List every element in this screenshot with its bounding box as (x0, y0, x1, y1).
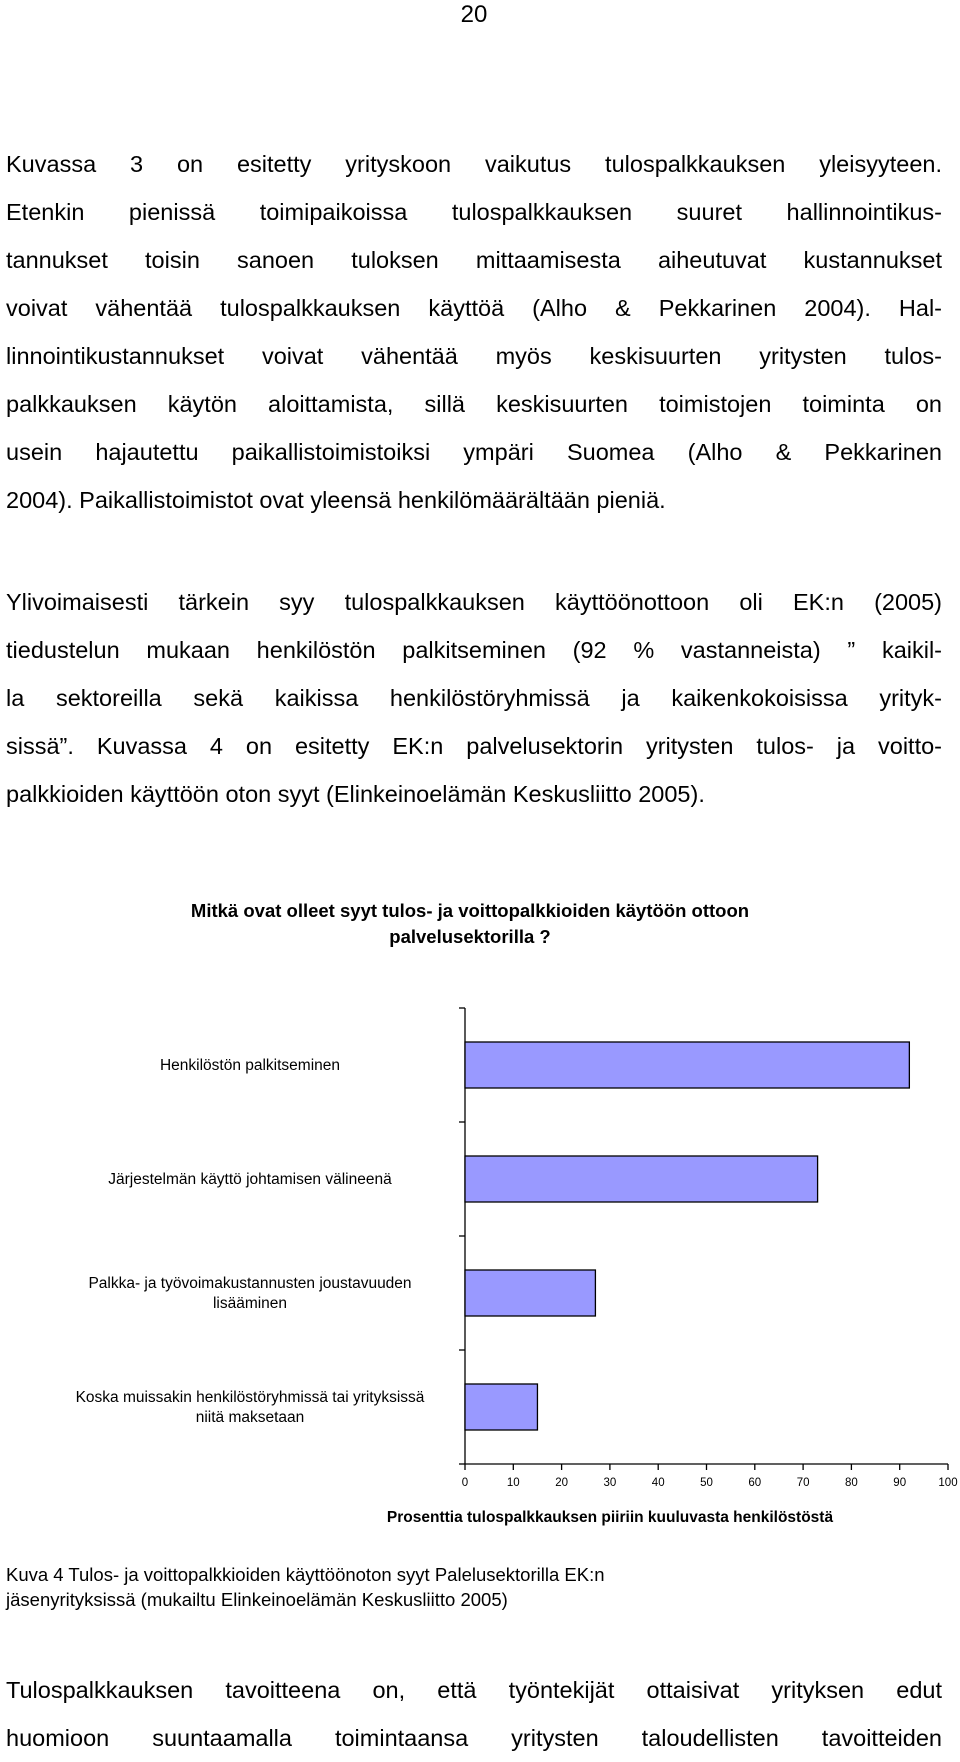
text-line: sissä”. Kuvassa 4 on esitetty EK:n palvelusektorin yritysten tulos- ja voitto- (6, 733, 942, 759)
text-line: usein hajautettu paikallistoimistoiksi ympäri Suomea (Alho & Pekkarinen (6, 439, 942, 465)
text-line: tiedustelun mukaan henkilöstön palkitseminen (92 % vastanneista) ” kaikil- (6, 637, 942, 663)
chart-title-line: palvelusektorilla ? (389, 926, 551, 947)
text-line: Ylivoimaisesti tärkein syy tulospalkkauksen käyttöönottoon oli EK:n (2005) (6, 589, 942, 615)
text-line: linnointikustannukset voivat vähentää myös keskisuurten yritysten tulos- (6, 343, 942, 369)
caption-line: jäsenyrityksissä (mukailtu Elinkeinoelämän Keskusliitto 2005) (6, 1589, 508, 1610)
category-label: Koska muissakin henkilöstöryhmissä tai yrityksissä (75, 1389, 425, 1406)
category-label: niitä maksetaan (195, 1409, 305, 1426)
text-line: Kuvassa 3 on esitetty yrityskoon vaikutus tulospalkkauksen yleisyyteen. (6, 151, 942, 177)
chart-title-line: Mitkä ovat olleet syyt tulos- ja voittopalkkioiden käytöön ottoon (190, 900, 750, 921)
tick-labels (462, 1477, 958, 1489)
paragraph-2 (6, 578, 942, 818)
category-label: Henkilöstön palkitseminen (159, 1057, 341, 1074)
text-line: Tulospalkkauksen tavoitteena on, että työntekijät ottaisivat yrityksen edut (6, 1677, 942, 1703)
bar (465, 1270, 595, 1316)
chart-title (150, 898, 790, 950)
page-number: 20 (460, 1, 488, 28)
paragraph-3 (6, 1666, 942, 1762)
figure-caption (6, 1562, 942, 1612)
text-line: la sektoreilla sekä kaikissa henkilöstöryhmissä ja kaikenkokoisissa yrityk- (6, 685, 942, 711)
text-line: tannukset toisin sanoen tuloksen mittaamisesta aiheutuvat kustannukset (6, 247, 942, 273)
tick-label: 30 (603, 1477, 617, 1489)
tick-label: 80 (845, 1477, 858, 1489)
bar (465, 1042, 909, 1088)
x-axis-label: Prosenttia tulospalkkauksen piiriin kuuluvasta henkilöstöstä (386, 1509, 834, 1526)
text-line: huomioon suuntaamalla toimintaansa yritysten taloudellisten tavoitteiden (6, 1725, 942, 1751)
tick-label: 50 (700, 1477, 713, 1489)
category-label: Palkka- ja työvoimakustannusten joustavuuden (88, 1275, 412, 1292)
caption-line: Kuva 4 Tulos- ja voittopalkkioiden käyttöönoton syyt Palelusektorilla EK:n (6, 1564, 605, 1585)
tick-label: 60 (748, 1477, 762, 1489)
tick-label: 70 (796, 1477, 810, 1489)
tick-label: 40 (651, 1477, 665, 1489)
tick-label: 10 (506, 1477, 520, 1489)
text-line: Etenkin pienissä toimipaikoissa tulospalkkauksen suuret hallinnointikus- (6, 199, 942, 225)
tick-label: 90 (893, 1477, 907, 1489)
tick-label: 0 (461, 1477, 469, 1489)
bar-chart (0, 990, 960, 1530)
bar (465, 1156, 818, 1202)
text-line: palkkioiden käyttöön oton syyt (Elinkeinoelämän Keskusliitto 2005). (6, 781, 705, 807)
text-line: 2004). Paikallistoimistot ovat yleensä henkilömäärältään pieniä. (6, 487, 666, 513)
bar (465, 1384, 537, 1430)
text-line: palkkauksen käytön aloittamista, sillä keskisuurten toimistojen toiminta on (6, 391, 942, 417)
tick-label: 100 (938, 1477, 958, 1489)
category-label: Järjestelmän käyttö johtamisen välineenä (108, 1171, 392, 1188)
category-label: lisääminen (212, 1295, 288, 1312)
chart-bars (465, 1042, 909, 1430)
text-line: voivat vähentää tulospalkkauksen käyttöä (Alho & Pekkarinen 2004). Hal- (6, 295, 942, 321)
category-labels (76, 1057, 425, 1426)
paragraph-1 (6, 140, 942, 524)
tick-label: 20 (555, 1477, 568, 1489)
